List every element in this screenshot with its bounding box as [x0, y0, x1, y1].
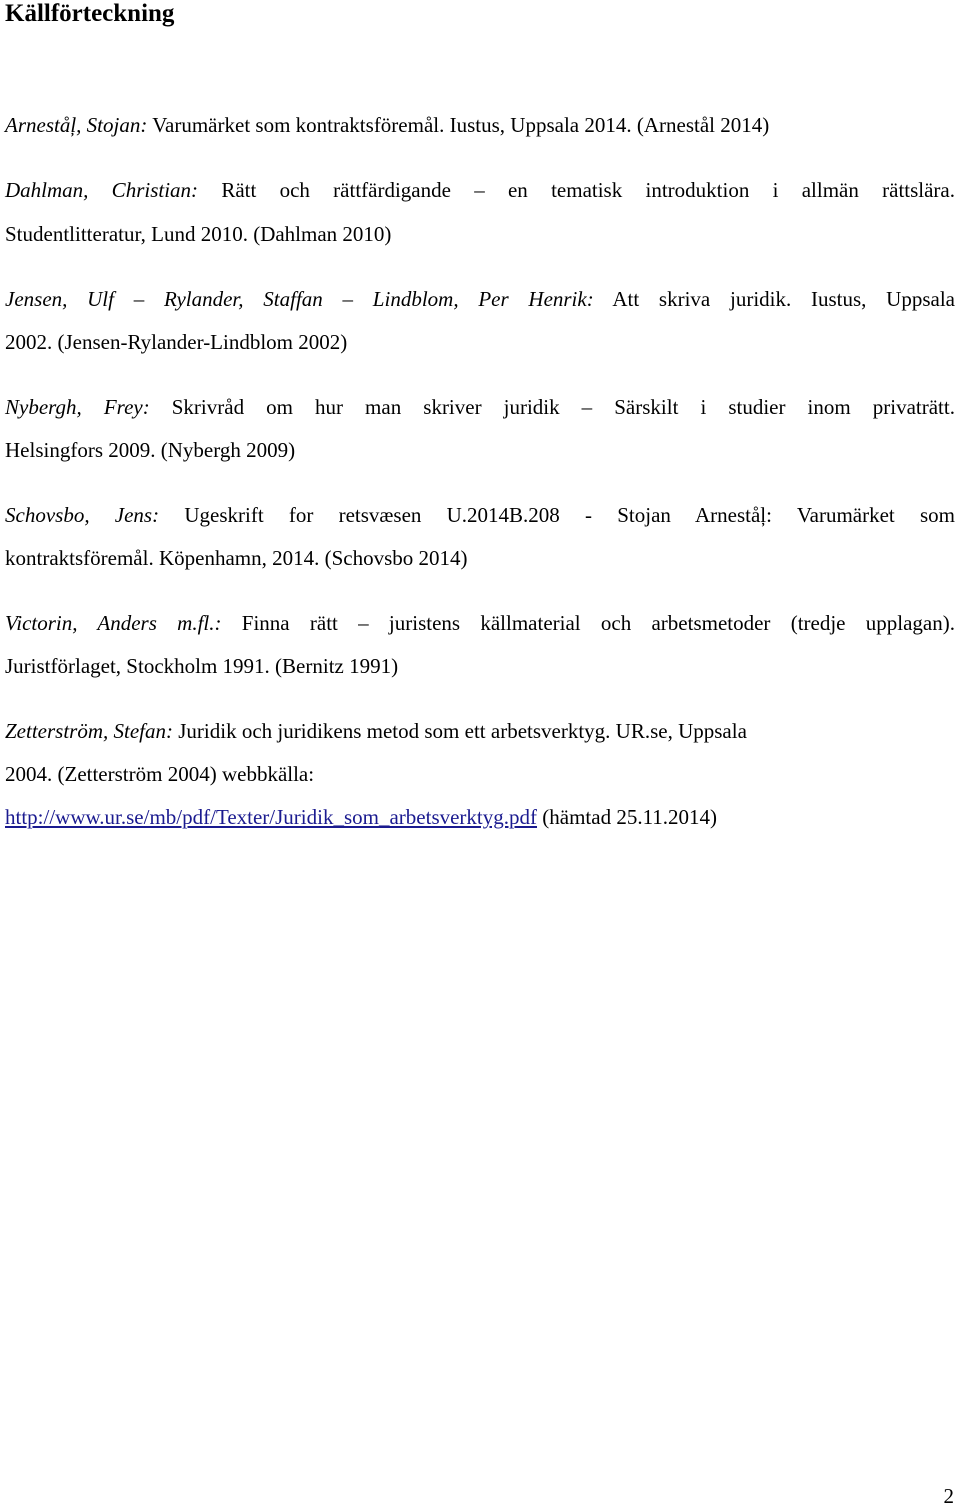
reference-authors: Schovsbo, Jens:: [5, 503, 160, 527]
reference-dahlman: [5, 176, 955, 204]
page-number: 2: [943, 1484, 954, 1508]
reference-authors: Zetterström, Stefan:: [5, 719, 173, 743]
reference-jensen: [5, 285, 955, 313]
reference-authors: Arneståļ, Stojan:: [5, 113, 148, 137]
reference-victorin-cont: Juristförlaget, Stockholm 1991. (Bernitz 1991): [5, 654, 399, 678]
reference-authors: Dahlman, Christian:: [5, 178, 199, 202]
reference-arnestal: [5, 111, 769, 139]
reference-authors: Jensen, Ulf – Rylander, Staffan – Lindblom, Per Henrik:: [5, 287, 594, 311]
reference-authors: Nybergh, Frey:: [5, 395, 150, 419]
retrieved-date: (hämtad 25.11.2014): [537, 805, 718, 829]
reference-zetterstrom-cont: 2004. (Zetterström 2004) webbkälla:: [5, 762, 315, 786]
reference-text: Finna rätt – juristens källmaterial och arbetsmetoder (tredje upplagan).: [221, 611, 955, 635]
page-title: Källförteckning: [5, 0, 175, 27]
reference-schovsbo-cont: kontraktsföremål. Köpenhamn, 2014. (Schovsbo 2014): [5, 546, 468, 570]
web-source-link[interactable]: http://www.ur.se/mb/pdf/Texter/Juridik_som_arbetsverktyg.pdf: [5, 805, 538, 829]
reference-zetterstrom: [5, 717, 747, 745]
reference-text: Ugeskrift for retsvæsen U.2014B.208 - Stojan Arneståļ: Varumärket som: [159, 503, 956, 527]
reference-nybergh-cont: Helsingfors 2009. (Nybergh 2009): [5, 438, 296, 462]
reference-text: Rätt och rättfärdigande – en tematisk introduktion i allmän rättslära.: [198, 178, 956, 202]
reference-text: Skrivråd om hur man skriver juridik – Särskilt i studier inom privaträtt.: [149, 395, 955, 419]
reference-schovsbo: [5, 501, 955, 529]
reference-nybergh: [5, 393, 955, 421]
reference-jensen-cont: 2002. (Jensen-Rylander-Lindblom 2002): [5, 330, 348, 354]
reference-dahlman-cont: Studentlitteratur, Lund 2010. (Dahlman 2010): [5, 222, 392, 246]
reference-text: Juridik och juridikens metod som ett arbetsverktyg. UR.se, Uppsala: [173, 719, 747, 743]
reference-text: Varumärket som kontraktsföremål. Iustus, Uppsala 2014. (Arnestål 2014): [147, 113, 770, 137]
reference-authors: Victorin, Anders m.fl.:: [5, 611, 222, 635]
reference-victorin: [5, 609, 955, 637]
reference-text: Att skriva juridik. Iustus, Uppsala: [593, 287, 955, 311]
reference-zetterstrom-url-line: [5, 803, 717, 831]
